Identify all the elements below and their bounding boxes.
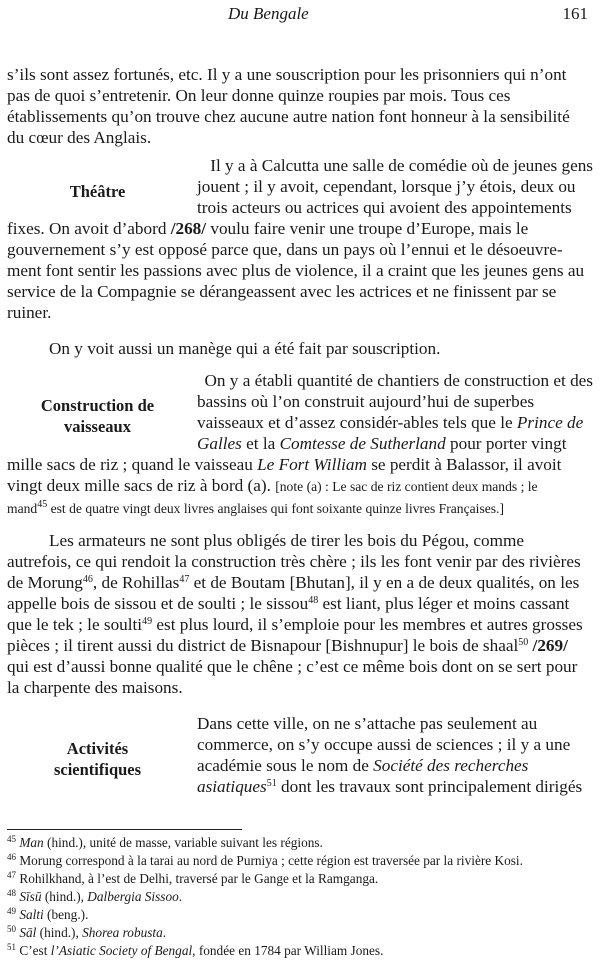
page-header — [0, 2, 600, 24]
footnote-ref: 46 — [82, 574, 93, 585]
text-line: appelle bois de sissou et de soulti ; le sissou$^{48}$ est liant, plus léger et moins cassant — [7, 594, 570, 613]
text-line: la charpente des maisons. — [7, 678, 183, 697]
text-line: s’ils sont assez fortunés, etc. Il y a une souscription pour les prisonniers qui n’ont — [7, 65, 567, 84]
text-line: du cœur des Anglais. — [7, 128, 152, 147]
margin-heading-construction — [15, 395, 180, 437]
text-line: que le tek ; le soulti$^{49}$ est plus lourd, il s’emploie pour les membres et autres grosses — [7, 615, 583, 634]
text-line: ment font sentir les passions avec plus de violence, il a craint que les jeunes gens au — [7, 261, 585, 280]
footnote-ref: 51 — [266, 778, 277, 789]
text-line: de Morung$^{46}$, de Rohillas$^{47}$ et de Boutam [Bhutan], il y en a de deux qualités, on les — [7, 573, 580, 592]
paragraph-armateurs — [7, 530, 593, 698]
construction-side-text — [197, 370, 593, 454]
text-line: mand$^{45}$ est de quatre vingt deux livres anglaises qui font soixante quinze livres Françaises.] — [7, 499, 504, 516]
text-line: Il y a à Calcutta une salle de comédie où de jeunes gens — [210, 156, 593, 175]
footnote-ref: 49 — [142, 616, 153, 627]
text-line: commerce, on s’y occupe aussi de sciences ; il y a une — [197, 735, 571, 754]
text-line: service de la Compagnie se dérangeassent avec les actrices et ne finissent par se — [7, 282, 557, 301]
paragraph-theatre — [7, 218, 593, 323]
text-line: vingt deux mille sacs de riz à bord (a). [note (a) : Le sac de riz contient deux mands ; le — [7, 476, 538, 495]
text-line: vaisseaux et d’assez considér-ables tels que le Prince de — [197, 413, 584, 432]
footnote: $^{47}$ Rohilkhand, à l’est de Delhi, traversé par le Gange et la Ramganga. — [7, 870, 379, 886]
footnote-ref: 47 — [179, 574, 190, 585]
sciences-side-text — [197, 713, 593, 797]
page-number: 161 — [562, 4, 588, 23]
text-line: autrefois, ce qui rendoit la construction très chère ; ils les font venir par des rivières — [7, 552, 581, 571]
text-line: asiatiques$^{51}$ dont les travaux sont principalement dirigés — [197, 777, 583, 796]
text-line: On y voit aussi un manège qui a été fait par souscription. — [49, 339, 441, 358]
footnote: $^{48}$ Sīsū (hind.), Dalbergia Sissoo. — [7, 888, 183, 904]
text-line: On y a établi quantité de chantiers de construction et des — [204, 371, 593, 390]
heading-line: Construction de — [40, 396, 155, 415]
text-line: pas de quoi s’entretenir. On leur donne quinze roupies par mois. Tous ces — [7, 86, 511, 105]
margin-heading-sciences — [15, 738, 180, 780]
heading-line: Activités — [66, 739, 129, 758]
running-title: Du Bengale — [228, 4, 309, 23]
paragraph-prisoners — [7, 64, 593, 148]
footnote: $^{46}$ Morung correspond à la tarai au nord de Purniya ; cette région est traversée par la rivière Kosi. — [7, 852, 523, 868]
footnote-ref: 45 — [37, 499, 48, 510]
text-line: trois acteurs ou actrices qui avoient des appointements — [197, 198, 572, 217]
text-line: ruiner. — [7, 303, 52, 322]
text-line: établissements qu’on trouve chez aucune autre nation font honneur à la sensibilité — [7, 107, 570, 126]
text-line: mille sacs de riz ; quand le vaisseau Le Fort William se perdit à Balassor, il avoit — [7, 455, 562, 474]
theatre-side-text — [197, 155, 593, 218]
footnote: $^{49}$ Salti (beng.). — [7, 906, 89, 922]
page-reference: /268/ — [170, 219, 207, 238]
text-line: pièces ; il tirent aussi du district de Bisnapour [Bishnupur] le bois de shaal$^{50}$ /269/ — [7, 636, 568, 655]
margin-heading-theatre: Théâtre — [69, 182, 126, 201]
text-line: gouvernement s’y est opposé parce que, dans un pays où l’ennui et le désoeuvre- — [7, 240, 563, 259]
footnote-ref: 50 — [518, 637, 529, 648]
text-line: jouent ; il y avoit, cependant, lorsque j’y étois, deux ou — [197, 177, 576, 196]
text-line: qui est d’aussi bonne qualité que le chêne ; c’est ce même bois dont on se sert pour — [7, 657, 578, 676]
footnote: $^{50}$ Sāl (hind.), Shorea robusta. — [7, 924, 167, 940]
footnote-separator — [7, 829, 242, 830]
heading-line: vaisseaux — [64, 417, 131, 436]
inline-note: [note (a) : Le sac de riz contient deux mands ; le — [275, 479, 538, 494]
paragraph-construction — [7, 454, 593, 519]
paragraph-manege — [7, 338, 593, 359]
text-line: bassins où l’on construit aujourd’hui de superbes — [197, 392, 535, 411]
page-reference: /269/ — [528, 636, 568, 655]
text-line: académie sous le nom de Société des recherches — [197, 756, 529, 775]
text-line: fixes. On avoit d’abord /268/ voulu faire venir une troupe d’Europe, mais le — [7, 219, 529, 238]
footnote: $^{51}$ C’est l’Asiatic Society of Bengal, fondée en 1784 par William Jones. — [7, 942, 384, 958]
text-line: Galles et la Comtesse de Sutherland pour porter vingt — [197, 434, 567, 453]
heading-line: scientifiques — [53, 760, 142, 779]
text-line: Dans cette ville, on ne s’attache pas seulement au — [197, 714, 538, 733]
footnote-ref: 48 — [308, 595, 319, 606]
footnotes — [7, 834, 593, 960]
text-line: Les armateurs ne sont plus obligés de tirer les bois du Pégou, comme — [49, 531, 524, 550]
footnote: $^{45}$ Man (hind.), unité de masse, variable suivant les régions. — [7, 834, 323, 850]
